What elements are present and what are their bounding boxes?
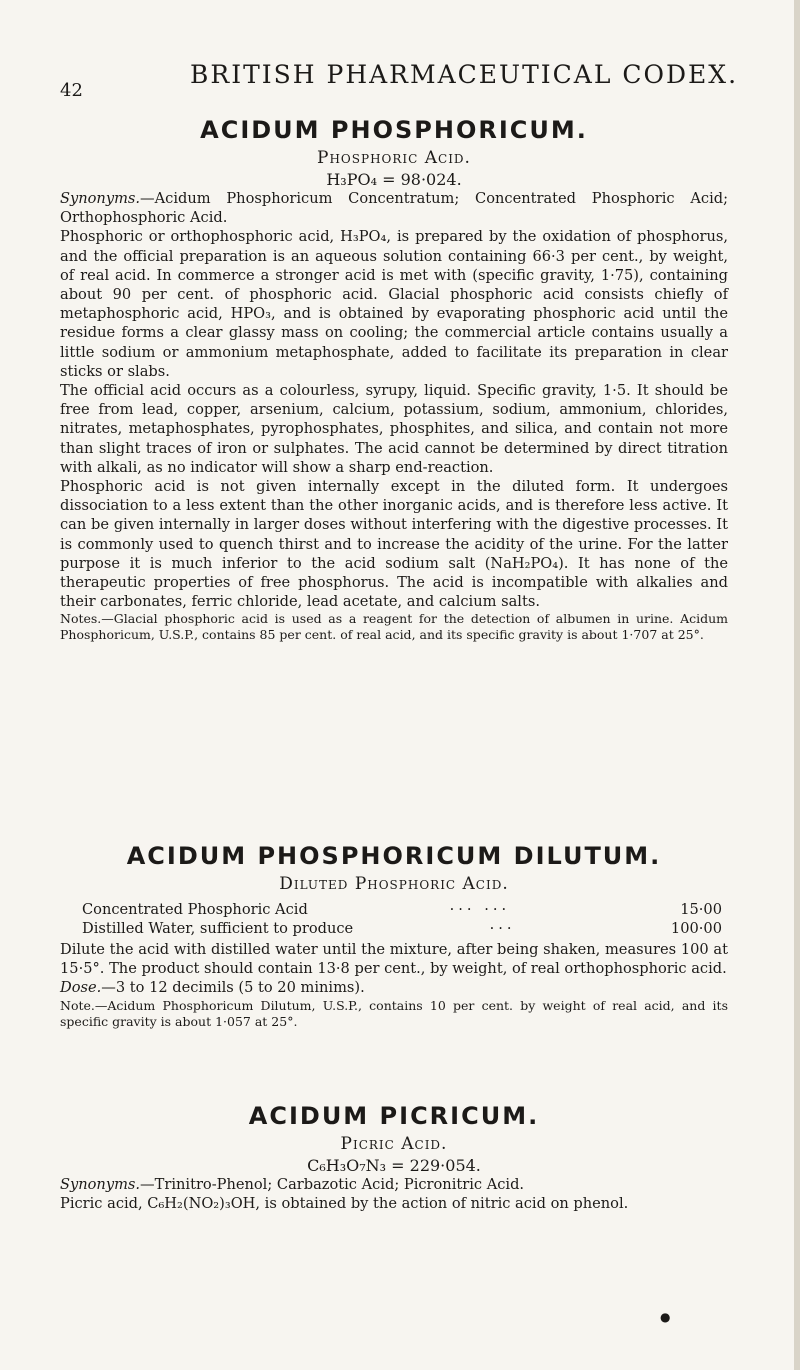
ingredient-name: Concentrated Phosphoric Acid [82,901,308,918]
note-paragraph: Note.—Acidum Phosphoricum Dilutum, U.S.P., contains 10 per cent. by weight of real acid, and its specific gravity is about 1·057 at 25°. [60,997,728,1029]
dose-label: Dose. [60,979,102,997]
synonyms-paragraph [60,189,728,227]
section-title: ACIDUM PICRICUM. [248,1102,540,1130]
dose-paragraph [60,978,728,997]
synonyms-label: Synonyms. [60,190,141,207]
recipe-table [82,900,728,938]
preparation-paragraph: Dilute the acid with distilled water until the mixture, after being shaken, measures 100 at 15·5°. The product should contain 13·8 per cent., by weight, of real orthophosphoric acid. [60,941,728,978]
ingredient-quantity: 100·00 [670,920,722,937]
section-subtitle: Picric Acid. [340,1134,448,1154]
section-acidum-phosphoricum-dilutum [60,842,728,1030]
synonyms-label: Synonyms. [60,1176,141,1193]
synonyms-text: —Trinitro-Phenol; Carbazotic Acid; Picronitric Acid. [140,1176,525,1193]
leader-dots: ··· ··· [449,901,511,918]
bullet-mark: ● [660,1310,671,1324]
synonyms-paragraph [60,1175,728,1194]
page-number: 42 [60,80,83,101]
dose-text: —3 to 12 decimils (5 to 20 minims). [101,979,365,997]
chemical-formula: C₆H₃O₇N₃ = 229·054. [307,1156,481,1175]
chemical-formula: H₃PO₄ = 98·024. [326,170,462,189]
section-title: ACIDUM PHOSPHORICUM. [200,116,588,144]
running-head: BRITISH PHARMACEUTICAL CODEX. [190,60,739,89]
notes-paragraph: Notes.—Glacial phosphoric acid is used as a reagent for the detection of albumen in urine. Acidum Phosphoricum, U.S.P., contains 85 per cent. of real acid, and its specific gravity is about 1·707 at 25°. [60,611,728,643]
page-edge-shadow [794,0,800,1370]
section-acidum-phosphoricum [60,116,728,643]
ingredient-name: Distilled Water, sufficient to produce [82,920,354,937]
description-paragraph: Phosphoric or orthophosphoric acid, H₃PO₄, is prepared by the oxidation of phosphorus, and the official preparation is an aqueous solution containing 66·3 per cent., by weight, of real acid. In commerce a stronger acid is met with (specific gravity, 1·75), containing about 90 per cent. of phosphoric acid. Glacial phosphoric acid consists chiefly of metaphosphoric acid, HPO₃, and is obtained by evaporating phosphoric acid until the residue forms a clear glassy mass on cooling; the commercial article contains usually a little sodium or ammonium metaphosphate, added to facilitate its preparation in clear sticks or slabs. [60,228,728,380]
properties-paragraph: The official acid occurs as a colourless, syrupy, liquid. Specific gravity, 1·5. It should be free from lead, copper, arsenium, calcium, potassium, sodium, ammonium, chlorides, nitrates, metaphosphates, pyrophosphates, phosphites, and silica, and contain not more than slight traces of iron or sulphates. The acid cannot be determined by direct titration with alkali, as no indicator will show a sharp end-reaction. [60,382,728,476]
description-paragraph: Picric acid, C₆H₂(NO₂)₃OH, is obtained by the action of nitric acid on phenol. [60,1195,629,1213]
synonyms-text: —Acidum Phosphoricum Concentratum; Concentrated Phosphoric Acid; Orthophosphoric Acid. [60,190,728,227]
uses-paragraph: Phosphoric acid is not given internally except in the diluted form. It undergoes dissociation to a less extent than the other inorganic acids, and is therefore less active. It can be given internally in larger doses without interfering with the digestive processes. It is commonly used to quench thirst and to increase the acidity of the urine. For the latter purpose it is much inferior to the acid sodium salt (NaH₂PO₄). It has none of the therapeutic properties of free phosphorus. The acid is incompatible with alkalies and their carbonates, ferric chloride, lead acetate, and calcium salts. [60,478,728,611]
section-subtitle: Phosphoric Acid. [317,148,471,168]
recipe-row [82,900,722,919]
ingredient-quantity: 15·00 [680,901,722,918]
section-acidum-picricum [60,1102,728,1213]
recipe-row [82,919,722,938]
section-subtitle: Diluted Phosphoric Acid. [279,874,509,894]
leader-dots: ··· [489,920,516,937]
section-title: ACIDUM PHOSPHORICUM DILUTUM. [126,842,662,870]
